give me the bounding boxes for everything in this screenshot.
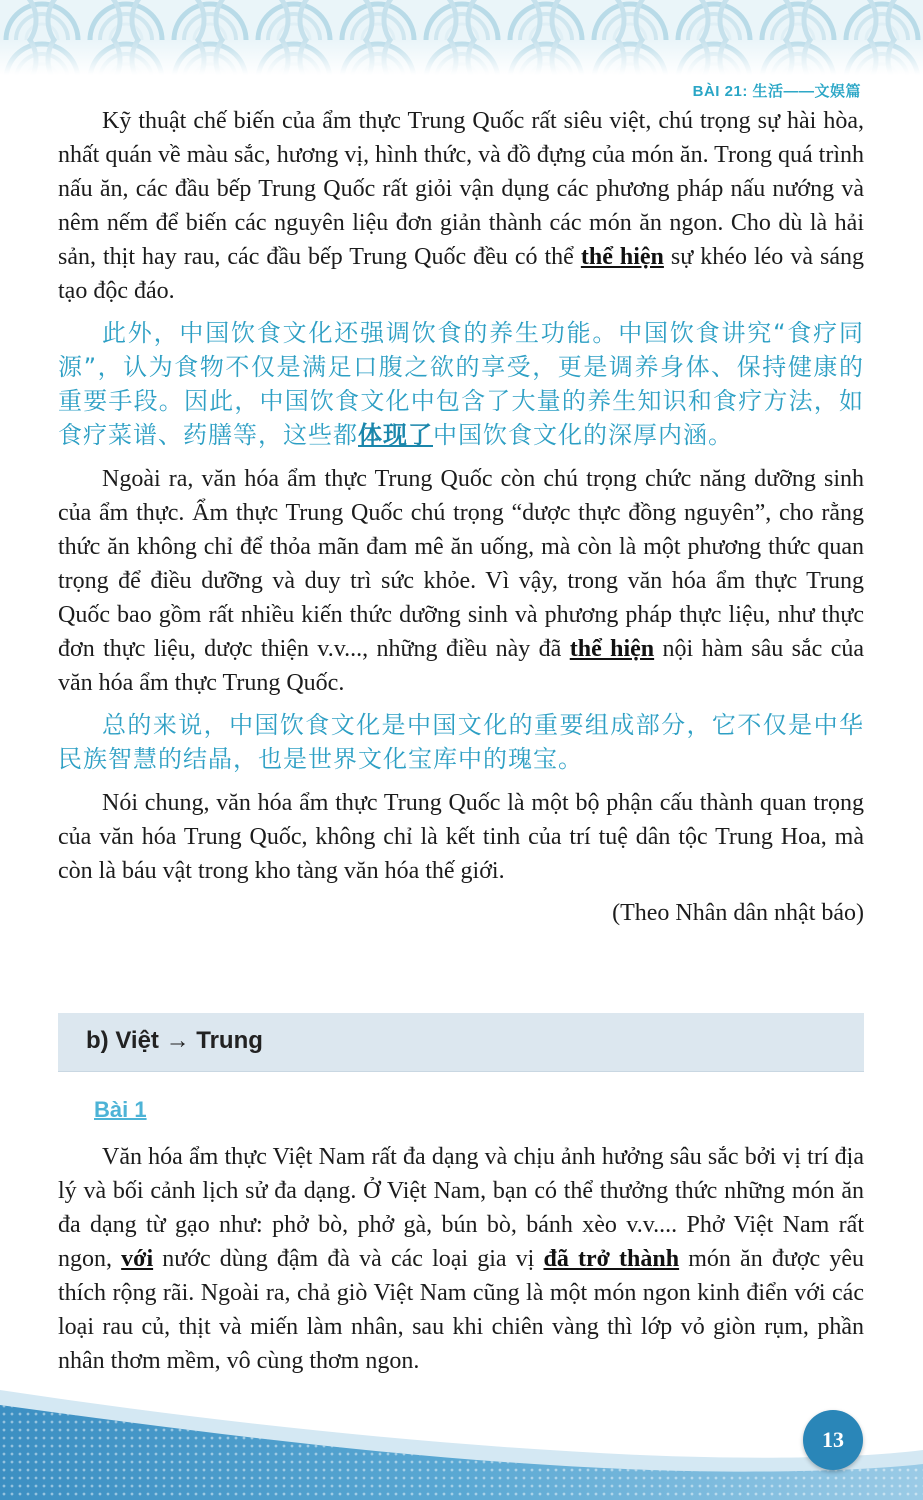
section-title: b) Việt → Trung (86, 1027, 263, 1054)
source-citation: (Theo Nhân dân nhật báo) (612, 900, 864, 926)
text: Ngoài ra, văn hóa ẩm thực Trung Quốc còn chú trọng chức năng dưỡng sinh của ẩm thực. Ẩm thực Trung Quốc chú trọng “dược thực đồng nguyên”, cho rằng thức ăn không chỉ để thỏa mãn đam mê ăn uống, mà còn là một phương thức quan trọng để điều dưỡng và duy trì sức khỏe. Vì vậy, trong văn hóa ẩm thực Trung Quốc bao gồm rất nhiều kiến thức dưỡng sinh và phương pháp thực liệu, như thực đơn thực liệu, dược thiện v.v..., những điều này đã (58, 466, 864, 662)
page-number-badge: 13 (803, 1410, 863, 1470)
chinese-paragraph (58, 316, 864, 452)
text: sự khéo léo và sáng tạo độc đáo. (58, 244, 865, 304)
highlighted-phrase: thể hiện (580, 244, 664, 270)
highlighted-phrase: 体现了 (358, 421, 433, 449)
passage-paragraph (58, 462, 864, 700)
section-bar (58, 1013, 864, 1072)
passage-paragraph (58, 104, 864, 308)
passage-paragraph: Nói chung, văn hóa ẩm thực Trung Quốc là một bộ phận cấu thành quan trọng của văn hóa Trung Quốc, không chỉ là kết tinh của trí tuệ dân tộc Trung Hoa, mà còn là báu vật trong kho tàng văn hóa thế giới. (58, 790, 864, 884)
highlighted-phrase: với (121, 1246, 154, 1272)
chinese-paragraph: 总的来说，中国饮食文化是中国文化的重要组成部分，它不仅是中华民族智慧的结晶，也是世界文化宝库中的瑰宝。 (58, 711, 864, 773)
bottom-wave-decoration (0, 1370, 923, 1500)
page-header: BÀI 21: 生活——文娱篇 (692, 83, 861, 100)
top-wave-decoration (0, 0, 923, 75)
text: Văn hóa ẩm thực Việt Nam rất đa dạng và chịu ảnh hưởng sâu sắc bởi vị trí địa lý và bối cảnh lịch sử đa dạng. Ở Việt Nam, bạn có thể thưởng thức những món ăn đa dạng từ gạo như: phở bò, phở gà, bún bò, bánh xèo v.v.... Phở Việt Nam rất ngon, (58, 1144, 864, 1272)
text: 此外，中国饮食文化还强调饮食的养生功能。中国饮食讲究“食疗同源”，认为食物不仅是满足口腹之欲的享受，更是调养身体、保持健康的重要手段。因此，中国饮食文化中包含了大量的养生知识和食疗方法，如食疗菜谱、药膳等，这些都 (58, 319, 864, 449)
highlighted-phrase: đã trở thành (543, 1246, 680, 1272)
lesson-paragraph (58, 1140, 864, 1378)
text: Kỹ thuật chế biến của ẩm thực Trung Quốc rất siêu việt, chú trọng sự hài hòa, nhất quán về màu sắc, hương vị, hình thức, và đồ đựng của món ăn. Trong quá trình nấu ăn, các đầu bếp Trung Quốc rất giỏi vận dụng các phương pháp nấu nướng và nêm nếm để biến các nguyên liệu đơn giản thành các món ăn ngon. Cho dù là hải sản, thịt hay rau, các đầu bếp Trung Quốc đều có thể (58, 108, 864, 270)
lesson-text (58, 1140, 864, 1386)
text: 中国饮食文化的深厚内涵。 (433, 421, 733, 449)
passage (58, 104, 864, 930)
lesson-label: Bài 1 (94, 1097, 147, 1122)
text: món ăn được yêu thích rộng rãi. Ngoài ra, chả giò Việt Nam cũng là một món ngon kinh điển với các loại rau củ, thịt và miến làm nhân, sau khi chiên vàng thì lớp vỏ giòn rụm, phần nhân thơm mềm, vô cùng thơm ngon. (58, 1246, 864, 1374)
text: nước dùng đậm đà và các loại gia vị (153, 1246, 544, 1272)
text: nội hàm sâu sắc của văn hóa ẩm thực Trung Quốc. (58, 636, 864, 696)
highlighted-phrase: thể hiện (569, 636, 655, 662)
